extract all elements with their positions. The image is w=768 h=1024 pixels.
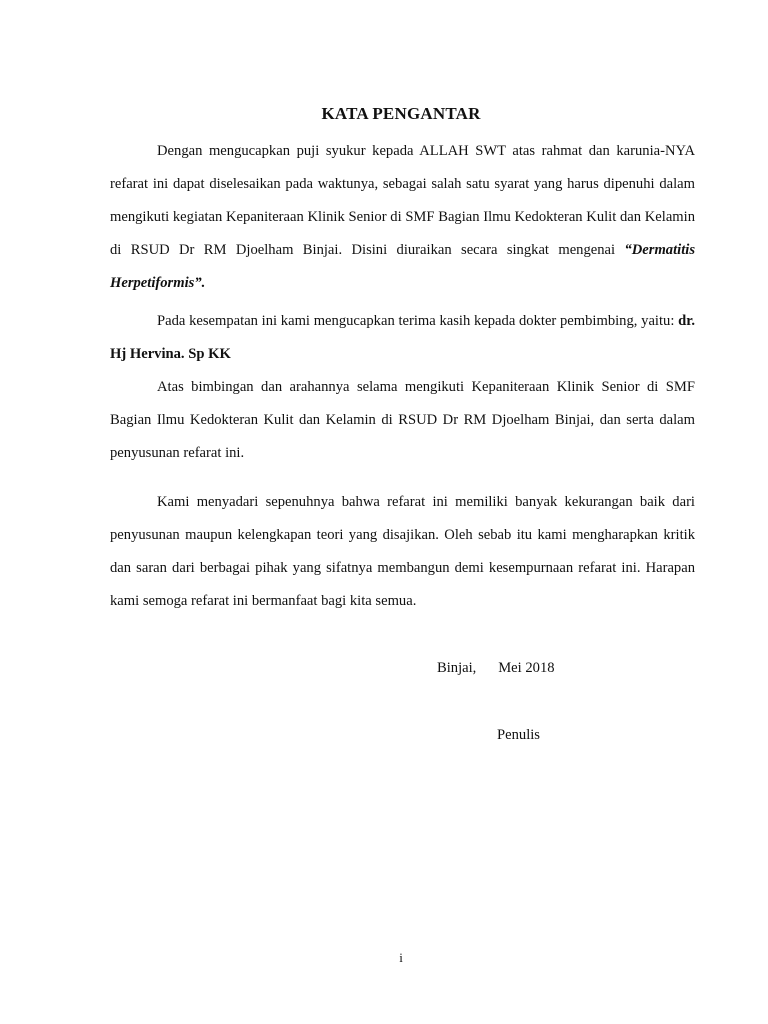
- supervisor-name: dr. Hj Hervina. Sp KK: [110, 313, 695, 362]
- paragraph-thanks: [110, 305, 695, 371]
- place-date: Binjai, Mei 2018: [437, 660, 555, 676]
- paragraph-intro-text: Dengan mengucapkan puji syukur kepada ALLAH SWT atas rahmat dan karunia-NYA refarat ini dapat diselesaikan pada waktunya, sebagai salah satu syarat yang harus dipenuhi dalam mengikuti kegiatan Kepaniteraan Klinik Senior di SMF Bagian Ilmu Kedokteran Kulit dan Kelamin di RSUD Dr RM Djoelham Binjai. Disini diuraikan secara singkat mengenai: [110, 143, 695, 258]
- paragraph-closing-text: Kami menyadari sepenuhnya bahwa refarat ini memiliki banyak kekurangan baik dari penyusunan maupun kelengkapan teori yang disajikan. Oleh sebab itu kami mengharapkan kritik dan saran dari berbagai pihak yang sifatnya membangun demi kesempurnaan refarat ini. Harapan kami semoga refarat ini bermanfaat bagi kita semua.: [110, 494, 695, 609]
- paragraph-closing: [110, 486, 695, 618]
- paragraph-intro-topic: “Dermatitis Herpetiformis”.: [110, 242, 695, 291]
- page-title: KATA PENGANTAR: [321, 104, 481, 123]
- page-number: i: [399, 950, 403, 965]
- paragraph-thanks-text: Pada kesempatan ini kami mengucapkan terima kasih kepada dokter pembimbing, yaitu:: [157, 313, 679, 329]
- paragraph-intro: [110, 135, 695, 300]
- paragraph-guidance: [110, 371, 695, 470]
- author-signature: Penulis: [497, 727, 540, 743]
- paragraph-guidance-text: Atas bimbingan dan arahannya selama mengikuti Kepaniteraan Klinik Senior di SMF Bagian Ilmu Kedokteran Kulit dan Kelamin di RSUD Dr RM Djoelham Binjai, dan serta dalam penyusunan refarat ini.: [110, 379, 695, 461]
